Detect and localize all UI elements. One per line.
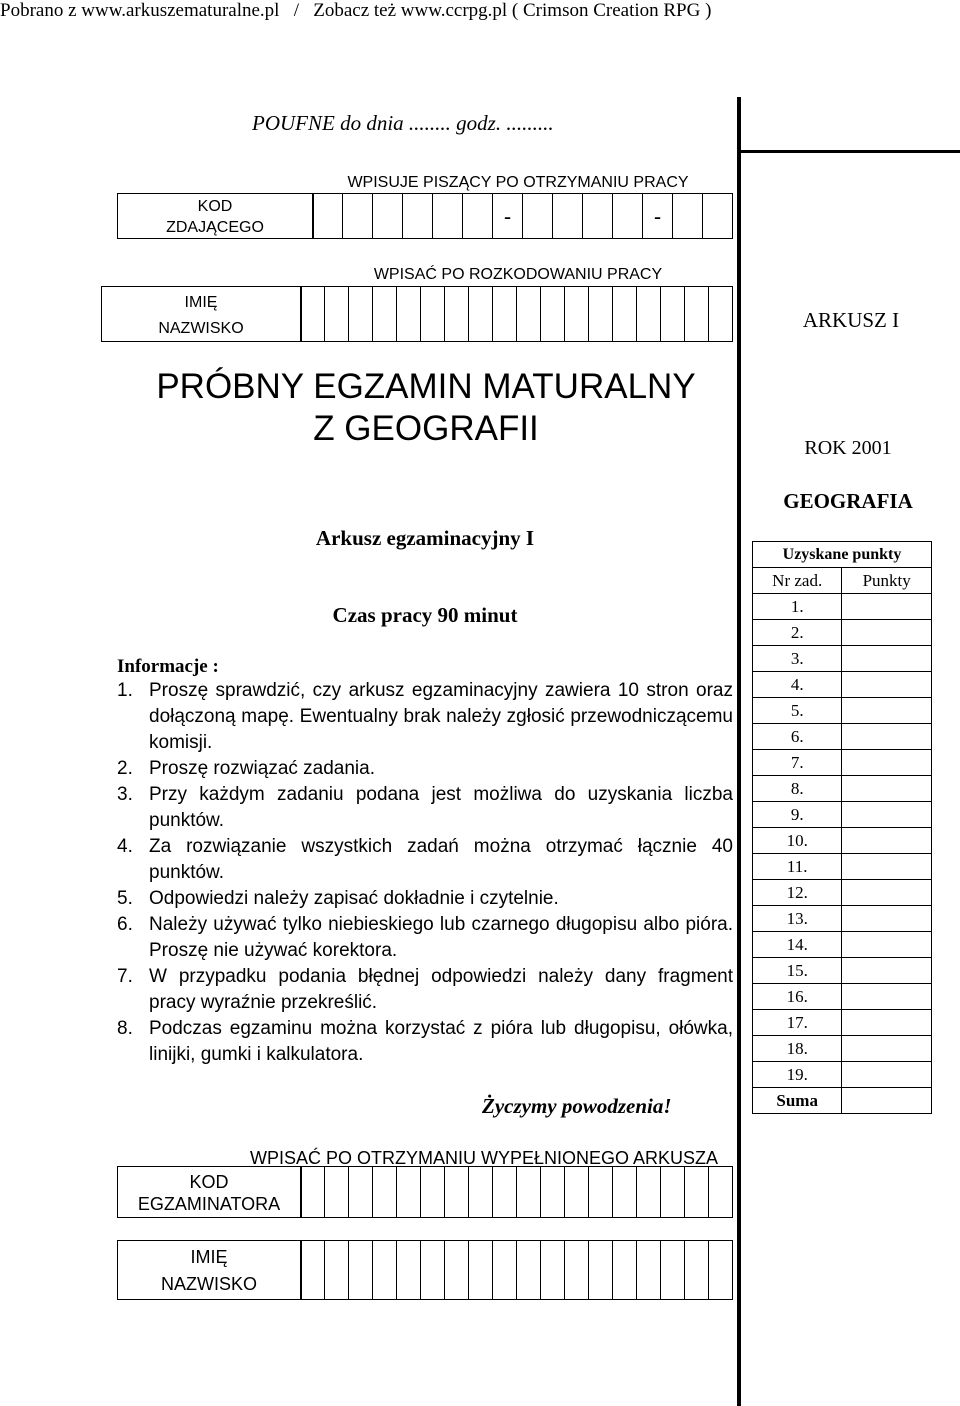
points-row — [753, 594, 932, 620]
entry-cell[interactable] — [661, 1240, 685, 1300]
entry-cell[interactable] — [397, 286, 421, 342]
examiner-code-label-2: EGZAMINATORA — [137, 1194, 281, 1214]
candidate-code-cells[interactable] — [313, 193, 733, 239]
entry-cell[interactable] — [613, 1240, 637, 1300]
info-item-number: 4. — [117, 836, 133, 857]
entry-cell[interactable] — [493, 1166, 517, 1218]
points-entry[interactable] — [842, 594, 932, 620]
task-number: 15. — [753, 958, 842, 984]
entry-cell[interactable] — [589, 1166, 613, 1218]
points-entry[interactable] — [842, 776, 932, 802]
points-row — [753, 906, 932, 932]
points-row — [753, 828, 932, 854]
points-entry[interactable] — [842, 646, 932, 672]
exam-title — [102, 366, 750, 450]
examiner-name-label-2: NAZWISKO — [160, 1274, 257, 1294]
points-row — [753, 698, 932, 724]
entry-cell[interactable] — [349, 1240, 373, 1300]
entry-cell[interactable] — [325, 286, 349, 342]
points-entry[interactable] — [842, 932, 932, 958]
points-entry[interactable] — [842, 698, 932, 724]
points-sum-label: Suma — [753, 1088, 842, 1114]
points-entry[interactable] — [842, 1010, 932, 1036]
examiner-name-label-box — [117, 1240, 301, 1300]
info-item — [117, 756, 733, 782]
task-number: 12. — [753, 880, 842, 906]
entry-cell[interactable] — [325, 1240, 349, 1300]
task-number: 10. — [753, 828, 842, 854]
points-row — [753, 750, 932, 776]
entry-cell[interactable] — [637, 286, 661, 342]
entry-cell[interactable] — [541, 1166, 565, 1218]
points-col-points: Punkty — [842, 568, 932, 594]
entry-cell[interactable] — [517, 1166, 541, 1218]
points-entry[interactable] — [842, 672, 932, 698]
points-row — [753, 672, 932, 698]
entry-cell[interactable] — [565, 1240, 589, 1300]
points-entry[interactable] — [842, 724, 932, 750]
examiner-name-label-1: IMIĘ — [190, 1247, 228, 1267]
points-row — [753, 1062, 932, 1088]
exam-duration: Czas pracy 90 minut — [332, 603, 518, 627]
info-item — [117, 782, 733, 834]
entry-cell[interactable] — [637, 1240, 661, 1300]
confidential-note: POUFNE do dnia ........ godz. ......... — [252, 111, 554, 135]
points-header: Uzyskane punkty — [753, 542, 932, 568]
entry-cell[interactable] — [373, 1240, 397, 1300]
entry-cell[interactable] — [421, 1166, 445, 1218]
entry-cell[interactable] — [703, 193, 733, 239]
entry-cell[interactable] — [445, 1240, 469, 1300]
task-number: 6. — [753, 724, 842, 750]
candidate-name-cells[interactable] — [301, 286, 733, 342]
entry-cell[interactable] — [685, 1240, 709, 1300]
entry-cell[interactable] — [589, 286, 613, 342]
points-row — [753, 984, 932, 1010]
entry-cell[interactable] — [397, 1240, 421, 1300]
entry-cell[interactable] — [541, 286, 565, 342]
candidate-code-label-2: ZDAJĄCEGO — [166, 219, 264, 236]
info-item — [117, 886, 733, 912]
entry-cell[interactable] — [613, 1166, 637, 1218]
task-number: 2. — [753, 620, 842, 646]
points-table — [752, 541, 932, 1114]
entry-cell[interactable] — [469, 286, 493, 342]
candidate-name-label-box — [101, 286, 301, 342]
entry-cell[interactable] — [583, 193, 613, 239]
candidate-name-instruction: WPISAĆ PO ROZKODOWANIU PRACY — [373, 266, 663, 283]
task-number: 18. — [753, 1036, 842, 1062]
exam-subject: GEOGRAFIA — [783, 489, 913, 513]
info-item-text: Proszę rozwiązać zadania. — [149, 758, 375, 779]
points-entry[interactable] — [842, 984, 932, 1010]
points-entry[interactable] — [842, 854, 932, 880]
entry-cell[interactable] — [673, 193, 703, 239]
info-item-text: W przypadku podania błędnej odpowiedzi należy dany fragment pracy wyraźnie przekreślić. — [149, 966, 733, 1013]
task-number: 17. — [753, 1010, 842, 1036]
entry-cell[interactable] — [313, 193, 343, 239]
examiner-code-label-box — [117, 1166, 301, 1218]
candidate-name-label-1: IMIĘ — [184, 294, 218, 311]
points-entry[interactable] — [842, 828, 932, 854]
points-row — [753, 802, 932, 828]
exam-title-line-2: Z GEOGRAFII — [313, 409, 539, 448]
entry-cell[interactable] — [613, 193, 643, 239]
points-sum-row — [753, 1088, 932, 1114]
candidate-code-label-1: KOD — [197, 198, 233, 215]
info-item-text: Odpowiedzi należy zapisać dokładnie i czytelnie. — [149, 888, 559, 909]
info-item-number: 6. — [117, 914, 133, 935]
task-number: 11. — [753, 854, 842, 880]
info-item-number: 3. — [117, 784, 133, 805]
info-item-text: Podczas egzaminu można korzystać z pióra lub długopisu, ołówka, linijki, gumki i kalkulatora. — [149, 1018, 733, 1065]
sheet-subtitle: Arkusz egzaminacyjny I — [315, 526, 535, 550]
points-entry[interactable] — [842, 802, 932, 828]
code-separator-dash: - — [643, 193, 673, 239]
info-item — [117, 678, 733, 756]
entry-cell[interactable] — [523, 193, 553, 239]
examiner-code-label-1: KOD — [189, 1172, 229, 1192]
task-number: 13. — [753, 906, 842, 932]
info-list — [117, 678, 733, 1068]
points-row — [753, 646, 932, 672]
task-number: 9. — [753, 802, 842, 828]
entry-cell[interactable] — [463, 193, 493, 239]
sheet-label: ARKUSZ I — [802, 308, 900, 332]
candidate-code-label-box — [117, 193, 313, 239]
entry-cell[interactable] — [445, 286, 469, 342]
points-sum-entry[interactable] — [842, 1088, 932, 1114]
info-item-text: Proszę sprawdzić, czy arkusz egzaminacyjny zawiera 10 stron oraz dołączoną mapę. Ewentualny brak należy zgłosić przewodniczącemu komisji. — [149, 680, 733, 753]
entry-cell[interactable] — [469, 1240, 493, 1300]
points-row — [753, 776, 932, 802]
candidate-code-instruction: WPISUJE PISZĄCY PO OTRZYMANIU PRACY — [347, 174, 689, 191]
entry-cell[interactable] — [709, 1166, 733, 1218]
entry-cell[interactable] — [541, 1240, 565, 1300]
task-number: 1. — [753, 594, 842, 620]
entry-cell[interactable] — [349, 1166, 373, 1218]
info-item-text: Przy każdym zadaniu podana jest możliwa do uzyskania liczba punktów. — [149, 784, 733, 831]
info-item-number: 8. — [117, 1018, 133, 1039]
points-row — [753, 880, 932, 906]
entry-cell[interactable] — [589, 1240, 613, 1300]
points-row — [753, 932, 932, 958]
entry-cell[interactable] — [373, 286, 397, 342]
entry-cell[interactable] — [433, 193, 463, 239]
entry-cell[interactable] — [373, 193, 403, 239]
info-item-number: 1. — [117, 680, 133, 701]
entry-cell[interactable] — [565, 286, 589, 342]
task-number: 14. — [753, 932, 842, 958]
points-entry[interactable] — [842, 750, 932, 776]
task-number: 19. — [753, 1062, 842, 1088]
entry-cell[interactable] — [685, 286, 709, 342]
points-entry[interactable] — [842, 906, 932, 932]
points-col-task: Nr zad. — [753, 568, 842, 594]
info-heading: Informacje : — [117, 656, 219, 677]
entry-cell[interactable] — [517, 1240, 541, 1300]
points-row — [753, 724, 932, 750]
entry-cell[interactable] — [301, 1240, 325, 1300]
entry-cell[interactable] — [445, 1166, 469, 1218]
task-number: 8. — [753, 776, 842, 802]
entry-cell[interactable] — [325, 1166, 349, 1218]
info-item — [117, 964, 733, 1016]
entry-cell[interactable] — [373, 1166, 397, 1218]
entry-cell[interactable] — [685, 1166, 709, 1218]
exam-year: ROK 2001 — [804, 437, 892, 459]
entry-cell[interactable] — [637, 1166, 661, 1218]
points-row — [753, 854, 932, 880]
info-item — [117, 1016, 733, 1068]
info-item-number: 5. — [117, 888, 133, 909]
right-column-divider — [737, 97, 741, 1406]
info-item-number: 2. — [117, 758, 133, 779]
points-entry[interactable] — [842, 1062, 932, 1088]
entry-cell[interactable] — [343, 193, 373, 239]
examiner-name-cells[interactable] — [301, 1240, 733, 1300]
code-separator-dash: - — [493, 193, 523, 239]
points-entry[interactable] — [842, 958, 932, 984]
info-item-text: Należy używać tylko niebieskiego lub czarnego długopisu albo pióra. Proszę nie używać korektora. — [149, 914, 733, 961]
task-number: 7. — [753, 750, 842, 776]
wishes: Życzymy powodzenia! — [482, 1094, 672, 1118]
info-item — [117, 834, 733, 886]
entry-cell[interactable] — [301, 1166, 325, 1218]
entry-cell[interactable] — [709, 1240, 733, 1300]
task-number: 5. — [753, 698, 842, 724]
task-number: 3. — [753, 646, 842, 672]
entry-cell[interactable] — [421, 286, 445, 342]
source-header: Pobrano z www.arkuszematuralne.pl / Zobacz też www.ccrpg.pl ( Crimson Creation RPG ) — [0, 0, 712, 21]
examiner-code-cells[interactable] — [301, 1166, 733, 1218]
info-item-number: 7. — [117, 966, 133, 987]
task-number: 16. — [753, 984, 842, 1010]
entry-cell[interactable] — [301, 286, 325, 342]
points-row — [753, 1010, 932, 1036]
entry-cell[interactable] — [469, 1166, 493, 1218]
info-item — [117, 912, 733, 964]
entry-cell[interactable] — [397, 1166, 421, 1218]
entry-cell[interactable] — [613, 286, 637, 342]
candidate-name-label-2: NAZWISKO — [158, 320, 244, 337]
points-entry[interactable] — [842, 620, 932, 646]
points-row — [753, 958, 932, 984]
entry-cell[interactable] — [493, 286, 517, 342]
entry-cell[interactable] — [349, 286, 373, 342]
points-entry[interactable] — [842, 1036, 932, 1062]
task-number: 4. — [753, 672, 842, 698]
header-rule — [741, 150, 960, 153]
points-entry[interactable] — [842, 880, 932, 906]
entry-cell[interactable] — [493, 1240, 517, 1300]
entry-cell[interactable] — [565, 1166, 589, 1218]
entry-cell[interactable] — [403, 193, 433, 239]
entry-cell[interactable] — [553, 193, 583, 239]
examiner-instruction: WPISAĆ PO OTRZYMANIU WYPEŁNIONEGO ARKUSZA — [250, 1148, 719, 1168]
points-row — [753, 620, 932, 646]
entry-cell[interactable] — [661, 286, 685, 342]
info-item-text: Za rozwiązanie wszystkich zadań można otrzymać łącznie 40 punktów. — [149, 836, 733, 883]
entry-cell[interactable] — [517, 286, 541, 342]
points-row — [753, 1036, 932, 1062]
entry-cell[interactable] — [421, 1240, 445, 1300]
entry-cell[interactable] — [661, 1166, 685, 1218]
exam-title-line-1: PRÓBNY EGZAMIN MATURALNY — [156, 367, 696, 406]
entry-cell[interactable] — [709, 286, 733, 342]
